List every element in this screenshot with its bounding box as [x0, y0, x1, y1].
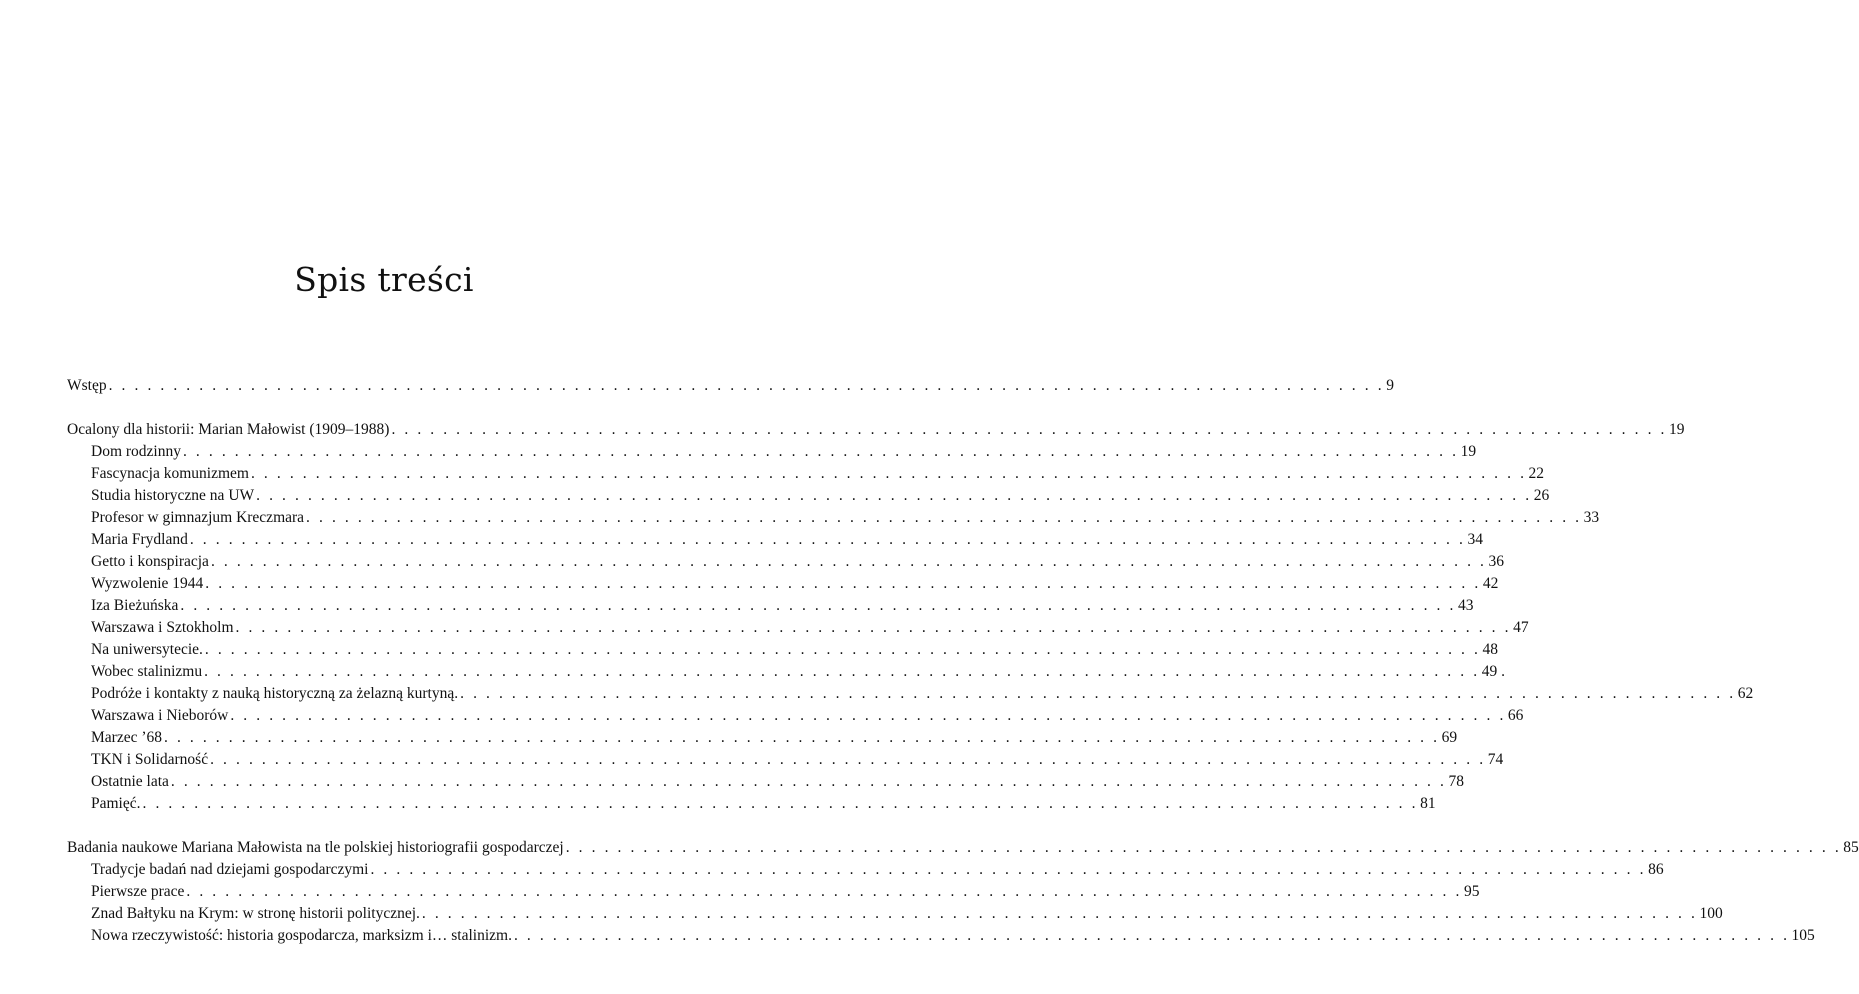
toc-page-number: 74 — [1487, 751, 1504, 768]
toc-subentry — [67, 573, 1499, 595]
toc-entry-title: Znad Bałtyku na Krym: w stronę historii politycznej. — [91, 905, 420, 922]
toc-entry-title: Wstęp — [67, 377, 107, 394]
toc-subentry — [67, 683, 1754, 705]
toc-page-number: 34 — [1467, 531, 1483, 548]
page-title: Spis treści — [294, 260, 474, 299]
toc-leader-dots: . . . . . . . . . . . . . . . . . . . . . . . . . . . . . . . . . . . . . . . . . . . . . . . . . . . . . . . . . . . . . . . . . . . . . . . . . . . . . . . . . . . . . . . . . . . . . . . . . . . — [170, 773, 1447, 790]
toc-subentry — [67, 793, 1436, 815]
toc-entry-title: Badania naukowe Mariana Małowista na tle polskiej historiografii gospodarczej — [67, 839, 564, 856]
toc-subentry — [67, 441, 1477, 463]
toc-page-number: 9 — [1386, 377, 1394, 394]
toc-entry-title: Fascynacja komunizmem — [91, 465, 249, 482]
toc-subentry — [67, 881, 1480, 903]
toc-entry — [67, 837, 1859, 859]
toc-section — [67, 837, 1859, 947]
toc-leader-dots: . . . . . . . . . . . . . . . . . . . . . . . . . . . . . . . . . . . . . . . . . . . . . . . . . . . . . . . . . . . . . . . . . . . . . . . . . . . . . . . . . . . . . . . . . . . . . . . . . . . — [142, 795, 1419, 812]
toc-leader-dots: . . . . . . . . . . . . . . . . . . . . . . . . . . . . . . . . . . . . . . . . . . . . . . . . . . . . . . . . . . . . . . . . . . . . . . . . . . . . . . . . . . . . . . . . . . . . . . . . . . . — [391, 421, 1668, 438]
toc-page-number: 69 — [1441, 729, 1458, 746]
toc-entry-title: Marzec ’68 — [91, 729, 162, 746]
toc-page-number: 33 — [1583, 509, 1600, 526]
toc-entry-title: Pamięć. — [91, 795, 141, 812]
toc-leader-dots: . . . . . . . . . . . . . . . . . . . . . . . . . . . . . . . . . . . . . . . . . . . . . . . . . . . . . . . . . . . . . . . . . . . . . . . . . . . . . . . . . . . . . . . . . . . . . . . . . . . — [513, 927, 1790, 944]
table-of-contents — [67, 375, 1859, 969]
toc-leader-dots: . . . . . . . . . . . . . . . . . . . . . . . . . . . . . . . . . . . . . . . . . . . . . . . . . . . . . . . . . . . . . . . . . . . . . . . . . . . . . . . . . . . . . . . . . . . . . . . . . . . — [164, 729, 1440, 746]
toc-page-number: 81 — [1420, 795, 1436, 812]
toc-entry-title: Tradycje badań nad dziejami gospodarczymi — [91, 861, 369, 878]
toc-leader-dots: . . . . . . . . . . . . . . . . . . . . . . . . . . . . . . . . . . . . . . . . . . . . . . . . . . . . . . . . . . . . . . . . . . . . . . . . . . . . . . . . . . . . . . . . . . . . . . . . . . . — [210, 751, 1486, 768]
toc-subentry — [67, 771, 1464, 793]
toc-page-number: 95 — [1463, 883, 1480, 900]
toc-subentry — [67, 859, 1664, 881]
toc-page-number: 62 — [1737, 685, 1754, 702]
toc-leader-dots: . . . . . . . . . . . . . . . . . . . . . . . . . . . . . . . . . . . . . . . . . . . . . . . . . . . . . . . . . . . . . . . . . . . . . . . . . . . . . . . . . . . . . . . . . . . . . . . . . . . — [204, 641, 1481, 658]
toc-subentry — [67, 727, 1458, 749]
toc-entry-title: Pierwsze prace — [91, 883, 185, 900]
toc-entry-title: Profesor w gimnazjum Kreczmara — [91, 509, 305, 526]
toc-leader-dots: . . . . . . . . . . . . . . . . . . . . . . . . . . . . . . . . . . . . . . . . . . . . . . . . . . . . . . . . . . . . . . . . . . . . . . . . . . . . . . . . . . . . . . . . . . . . . . . . . . . — [235, 619, 1512, 636]
toc-entry-title: Wobec stalinizmu — [91, 663, 203, 680]
toc-page-number: 66 — [1507, 707, 1524, 724]
toc-subentry — [67, 705, 1524, 727]
toc-entry-title: Maria Frydland — [91, 531, 188, 548]
toc-entry-title: Getto i konspiracja — [91, 553, 209, 570]
toc-page-number: 36 — [1488, 553, 1505, 570]
toc-section — [67, 419, 1754, 815]
toc-page-number: 42 — [1482, 575, 1499, 592]
toc-leader-dots: . . . . . . . . . . . . . . . . . . . . . . . . . . . . . . . . . . . . . . . . . . . . . . . . . . . . . . . . . . . . . . . . . . . . . . . . . . . . . . . . . . . . . . . . . . . . . . . . . . . — [250, 465, 1527, 482]
toc-page-number: 19 — [1669, 421, 1685, 438]
toc-entry-title: Ocalony dla historii: Marian Małowist (1909–1988) — [67, 421, 390, 438]
toc-page-number: 22 — [1528, 465, 1545, 482]
toc-subentry — [67, 551, 1505, 573]
toc-leader-dots: . . . . . . . . . . . . . . . . . . . . . . . . . . . . . . . . . . . . . . . . . . . . . . . . . . . . . . . . . . . . . . . . . . . . . . . . . . . . . . . . . . . . . . . . . . . . . . . . . . . — [306, 509, 1582, 526]
toc-entry-title: Podróże i kontakty z nauką historyczną za żelazną kurtyną. — [91, 685, 459, 702]
toc-entry-title: TKN i Solidarność — [91, 751, 209, 768]
toc-leader-dots: . . . . . . . . . . . . . . . . . . . . . . . . . . . . . . . . . . . . . . . . . . . . . . . . . . . . . . . . . . . . . . . . . . . . . . . . . . . . . . . . . . . . . . . . . . . . . . . . . . . — [180, 597, 1456, 614]
toc-subentry — [67, 595, 1474, 617]
toc-entry — [67, 419, 1685, 441]
toc-page-number: 48 — [1482, 641, 1498, 658]
toc-page-number: 47 — [1513, 619, 1529, 636]
toc-subentry — [67, 463, 1545, 485]
toc-leader-dots: . . . . . . . . . . . . . . . . . . . . . . . . . . . . . . . . . . . . . . . . . . . . . . . . . . . . . . . . . . . . . . . . . . . . . . . . . . . . . . . . . . . . . . . . . . . . . . . . . . . — [370, 861, 1647, 878]
toc-leader-dots: . . . . . . . . . . . . . . . . . . . . . . . . . . . . . . . . . . . . . . . . . . . . . . . . . . . . . . . . . . . . . . . . . . . . . . . . . . . . . . . . . . . . . . . . . . . . . . . . . . . — [210, 553, 1487, 570]
toc-subentry — [67, 639, 1498, 661]
toc-leader-dots: . . . . . . . . . . . . . . . . . . . . . . . . . . . . . . . . . . . . . . . . . . . . . . . . . . . . . . . . . . . . . . . . . . . . . . . . . . . . . . . . . . . . . . . . . . . . . . . . . . . — [186, 883, 1462, 900]
toc-page-number: 49 . — [1481, 663, 1505, 680]
toc-page-number: 105 — [1791, 927, 1815, 944]
toc-subentry — [67, 749, 1504, 771]
toc-subentry — [67, 903, 1723, 925]
toc-page-number: 26 — [1533, 487, 1550, 504]
toc-leader-dots: . . . . . . . . . . . . . . . . . . . . . . . . . . . . . . . . . . . . . . . . . . . . . . . . . . . . . . . . . . . . . . . . . . . . . . . . . . . . . . . . . . . . . . . . . . . . . . . . . . . — [205, 575, 1481, 592]
toc-leader-dots: . . . . . . . . . . . . . . . . . . . . . . . . . . . . . . . . . . . . . . . . . . . . . . . . . . . . . . . . . . . . . . . . . . . . . . . . . . . . . . . . . . . . . . . . . . . . . . . . . . . — [182, 443, 1459, 460]
toc-entry-title: Na uniwersytecie. — [91, 641, 203, 658]
toc-leader-dots: . . . . . . . . . . . . . . . . . . . . . . . . . . . . . . . . . . . . . . . . . . . . . . . . . . . . . . . . . . . . . . . . . . . . . . . . . . . . . . . . . . . . . . . . . . . . . . . . . . . — [256, 487, 1532, 504]
toc-subentry — [67, 485, 1550, 507]
toc-entry-title: Dom rodzinny — [91, 443, 181, 460]
toc-entry-title: Nowa rzeczywistość: historia gospodarcza, marksizm i… stalinizm. — [91, 927, 512, 944]
toc-page-number: 43 — [1457, 597, 1474, 614]
toc-page-number: 100 — [1699, 905, 1723, 922]
toc-leader-dots: . . . . . . . . . . . . . . . . . . . . . . . . . . . . . . . . . . . . . . . . . . . . . . . . . . . . . . . . . . . . . . . . . . . . . . . . . . . . . . . . . . . . . . . . . . . . . . . . . . . — [204, 663, 1480, 680]
toc-subentry — [67, 529, 1483, 551]
toc-entry-title: Warszawa i Sztokholm — [91, 619, 234, 636]
toc-subentry — [67, 617, 1529, 639]
toc-entry-title: Iza Bieżuńska — [91, 597, 179, 614]
toc-page-number: 78 — [1448, 773, 1464, 790]
toc-leader-dots: . . . . . . . . . . . . . . . . . . . . . . . . . . . . . . . . . . . . . . . . . . . . . . . . . . . . . . . . . . . . . . . . . . . . . . . . . . . . . . . . . . . . . . . . . . . . . . . . . . . — [421, 905, 1698, 922]
toc-leader-dots: . . . . . . . . . . . . . . . . . . . . . . . . . . . . . . . . . . . . . . . . . . . . . . . . . . . . . . . . . . . . . . . . . . . . . . . . . . . . . . . . . . . . . . . . . . . . . . . . . . . — [565, 839, 1842, 856]
toc-entry-title: Warszawa i Nieborów — [91, 707, 229, 724]
toc-leader-dots: . . . . . . . . . . . . . . . . . . . . . . . . . . . . . . . . . . . . . . . . . . . . . . . . . . . . . . . . . . . . . . . . . . . . . . . . . . . . . . . . . . . . . . . . . . . . . . . . . . . — [460, 685, 1736, 702]
toc-entry-title: Ostatnie lata — [91, 773, 169, 790]
toc-entry — [67, 375, 1394, 397]
toc-entry-title: Wyzwolenie 1944 — [91, 575, 204, 592]
toc-page-number: 86 — [1648, 861, 1664, 878]
toc-subentry — [67, 925, 1815, 947]
toc-subentry — [67, 507, 1600, 529]
toc-entry-title: Studia historyczne na UW — [91, 487, 255, 504]
toc-subentry — [67, 661, 1505, 683]
toc-page-number: 85 — [1843, 839, 1859, 856]
toc-page-number: 19 — [1460, 443, 1477, 460]
toc-leader-dots: . . . . . . . . . . . . . . . . . . . . . . . . . . . . . . . . . . . . . . . . . . . . . . . . . . . . . . . . . . . . . . . . . . . . . . . . . . . . . . . . . . . . . . . . . . . . . . . . . . . — [189, 531, 1466, 548]
toc-leader-dots: . . . . . . . . . . . . . . . . . . . . . . . . . . . . . . . . . . . . . . . . . . . . . . . . . . . . . . . . . . . . . . . . . . . . . . . . . . . . . . . . . . . . . . . . . . . . . . . . . . . — [230, 707, 1506, 724]
toc-leader-dots: . . . . . . . . . . . . . . . . . . . . . . . . . . . . . . . . . . . . . . . . . . . . . . . . . . . . . . . . . . . . . . . . . . . . . . . . . . . . . . . . . . . . . . . . . . . . . . . . . . . — [108, 377, 1385, 394]
toc-section — [67, 375, 1394, 397]
